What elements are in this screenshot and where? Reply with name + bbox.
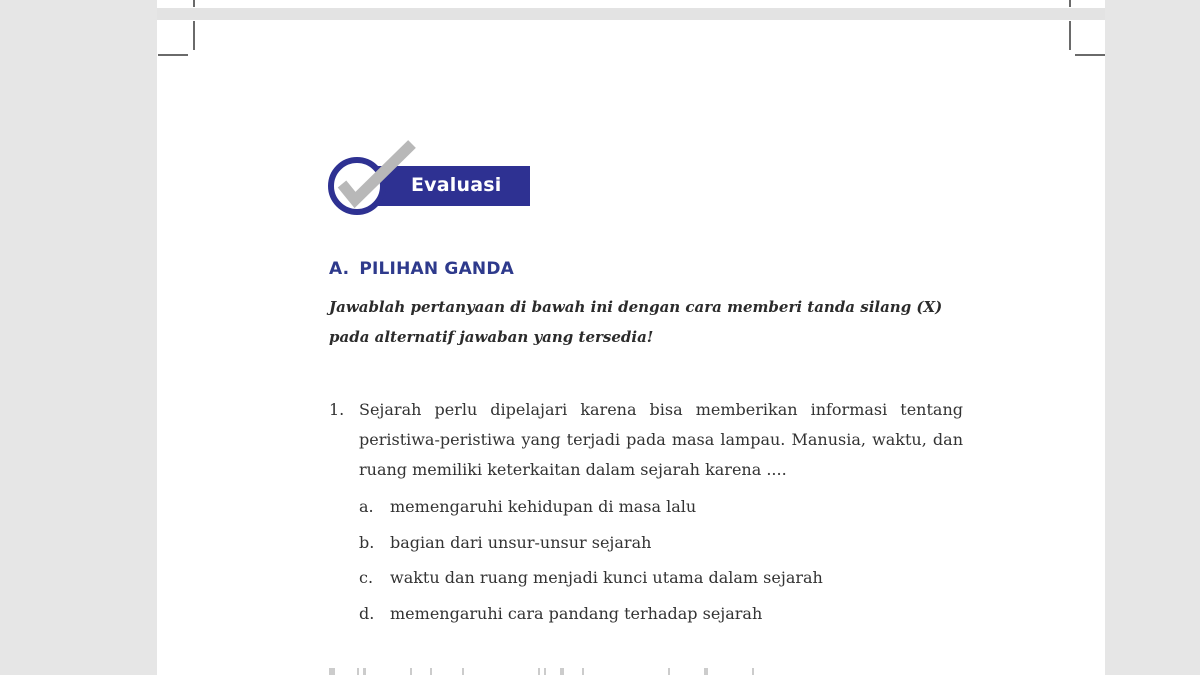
cutoff-next-question [329, 668, 961, 675]
answer-option-b[interactable] [359, 525, 963, 561]
option-text: memengaruhi cara pandang terhadap sejarah [390, 603, 763, 623]
crop-mark-prev-right [1069, 0, 1071, 7]
instructions-text: Jawablah pertanyaan di bawah ini dengan cara memberi tanda silang (X) pada alternatif jawaban yang tersedia! [329, 298, 943, 346]
option-letter: d. [359, 603, 375, 623]
answer-options [359, 489, 963, 631]
previous-page [157, 0, 1105, 8]
question-1 [329, 395, 963, 631]
option-letter: b. [359, 532, 375, 552]
option-letter: a. [359, 497, 374, 516]
crop-mark-top-right-horizontal [1075, 54, 1105, 56]
option-text: bagian dari unsur-unsur sejarah [390, 532, 652, 552]
section-number: A. [329, 259, 350, 279]
option-text: waktu dan ruang menjadi kunci utama dalam sejarah [390, 568, 823, 587]
evaluasi-badge [328, 140, 538, 220]
answer-option-d[interactable] [359, 596, 963, 632]
option-letter: c. [359, 568, 374, 587]
crop-mark-top-left-vertical [193, 21, 195, 50]
question-number: 1. [329, 400, 345, 419]
badge-label: Evaluasi [411, 174, 502, 196]
section-heading [329, 259, 514, 279]
option-text: memengaruhi kehidupan di masa lalu [390, 497, 697, 516]
crop-mark-top-left-horizontal [158, 54, 188, 56]
question-text: Sejarah perlu dipelajari karena bisa memberikan informasi tentang peristiwa-peristiwa yang terjadi pada masa lampau. Manusia, waktu, dan ruang memiliki keterkaitan dalam sejarah karena .... [359, 400, 963, 479]
crop-mark-top-right-vertical [1069, 21, 1071, 50]
crop-mark-prev-left [193, 0, 195, 7]
answer-option-a[interactable] [359, 489, 963, 525]
section-title: PILIHAN GANDA [359, 259, 515, 279]
page-separator [157, 8, 1105, 20]
answer-option-c[interactable] [359, 560, 963, 596]
